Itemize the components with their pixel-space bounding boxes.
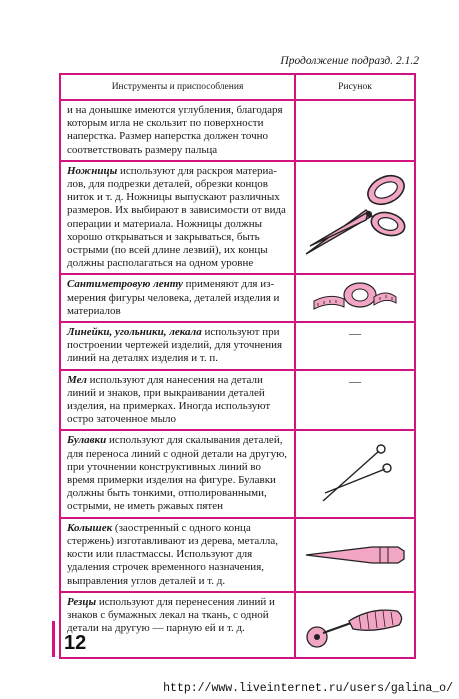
page-number: 12: [64, 632, 87, 654]
no-picture-dash: —: [349, 326, 361, 341]
picture-cell: [295, 518, 415, 592]
tape-measure-illustration: [310, 275, 400, 315]
row-description: [60, 430, 295, 517]
row-description: [60, 370, 295, 431]
picture-cell: [295, 592, 415, 658]
row-description: [60, 592, 295, 658]
tracing-wheel-illustration: [301, 597, 409, 653]
peg-illustration: [302, 535, 408, 575]
row-description: [60, 322, 295, 370]
row-term: Резцы: [67, 595, 97, 608]
table-row: [60, 430, 415, 517]
picture-cell: [295, 322, 415, 370]
row-text: используют для перенесения линий и знаков с бумажных лекал на ткань, с одной детали на другую — парную ей и т. д.: [67, 595, 275, 635]
page-number-marker: [52, 621, 55, 657]
table-header-row: [60, 74, 415, 100]
row-description: [60, 100, 295, 161]
scissors-illustration: [296, 162, 414, 262]
row-text: (заостренный с одного конца стержень) изготавливают из дерева, металла, кости или пластмассы. Используют для удаления строчек временного назначения, выправления углов деталей и т. д.: [67, 521, 279, 587]
table-row: [60, 161, 415, 275]
row-text: используют для скалывания деталей, для переноса линий с одной детали на другую, при уточнении конструктивных линий во время примерки изделия на фигуре. Булавки должны быть тонкими, отполированными, острыми, не иметь ржавых пятен: [67, 434, 288, 513]
source-watermark: http://www.liveinternet.ru/users/galina_o/: [163, 682, 453, 695]
table-row: [60, 592, 415, 658]
row-text: и на донышке имеются углубления, благодаря которым игла не скользит по поверхности наперстка. Размер наперстка должен точно соответствовать размеру пальца: [67, 104, 283, 156]
row-term: Ножницы: [67, 164, 118, 177]
row-term: Булавки: [67, 434, 107, 447]
column-header-tools: Инструменты и приспособления: [60, 74, 295, 100]
column-header-picture: Рисунок: [295, 74, 415, 100]
picture-cell: [295, 100, 415, 161]
table-row: [60, 100, 415, 161]
picture-cell: [295, 370, 415, 431]
picture-cell: [295, 430, 415, 517]
no-picture-dash: —: [349, 373, 361, 388]
picture-cell: [295, 161, 415, 275]
continuation-header: Продолжение подразд. 2.1.2: [280, 55, 419, 67]
table-row: [60, 274, 415, 322]
row-description: [60, 518, 295, 592]
row-term: Сантиметровую ленту: [67, 278, 183, 291]
row-term: Линейки, угольники, лекала: [67, 326, 202, 339]
table-row: [60, 322, 415, 370]
row-term: Колышек: [67, 521, 113, 534]
row-term: Мел: [67, 373, 87, 386]
row-description: [60, 161, 295, 275]
tools-table: [59, 73, 416, 659]
row-text: используют для нанесения на детали линий и знаков, при выкраивании деталей изделия, на примерках. Иногда используют остро заточенное мыло: [67, 373, 271, 426]
row-text: применяют для измерения фигуры человека, деталей изделия и материалов: [67, 278, 280, 317]
pins-illustration: [315, 439, 395, 509]
row-text: используют при построении чертежей изделий, для уточнения линий на деталях изделия и т. п.: [67, 326, 283, 365]
table-row: [60, 370, 415, 431]
table-row: [60, 518, 415, 592]
row-description: [60, 274, 295, 322]
picture-cell: [295, 274, 415, 322]
row-text: используют для раскроя материалов, для подрезки деталей, обрезки концов ниток и т. д. Ножницы выпускают различных размеров. Их выбирают в зависимости от вида операции и материала. Ножницы должны хорошо открываться и закрываться, быть острыми (по всей длине лезвий), их концы должны располагаться на одном уровне: [67, 164, 286, 270]
